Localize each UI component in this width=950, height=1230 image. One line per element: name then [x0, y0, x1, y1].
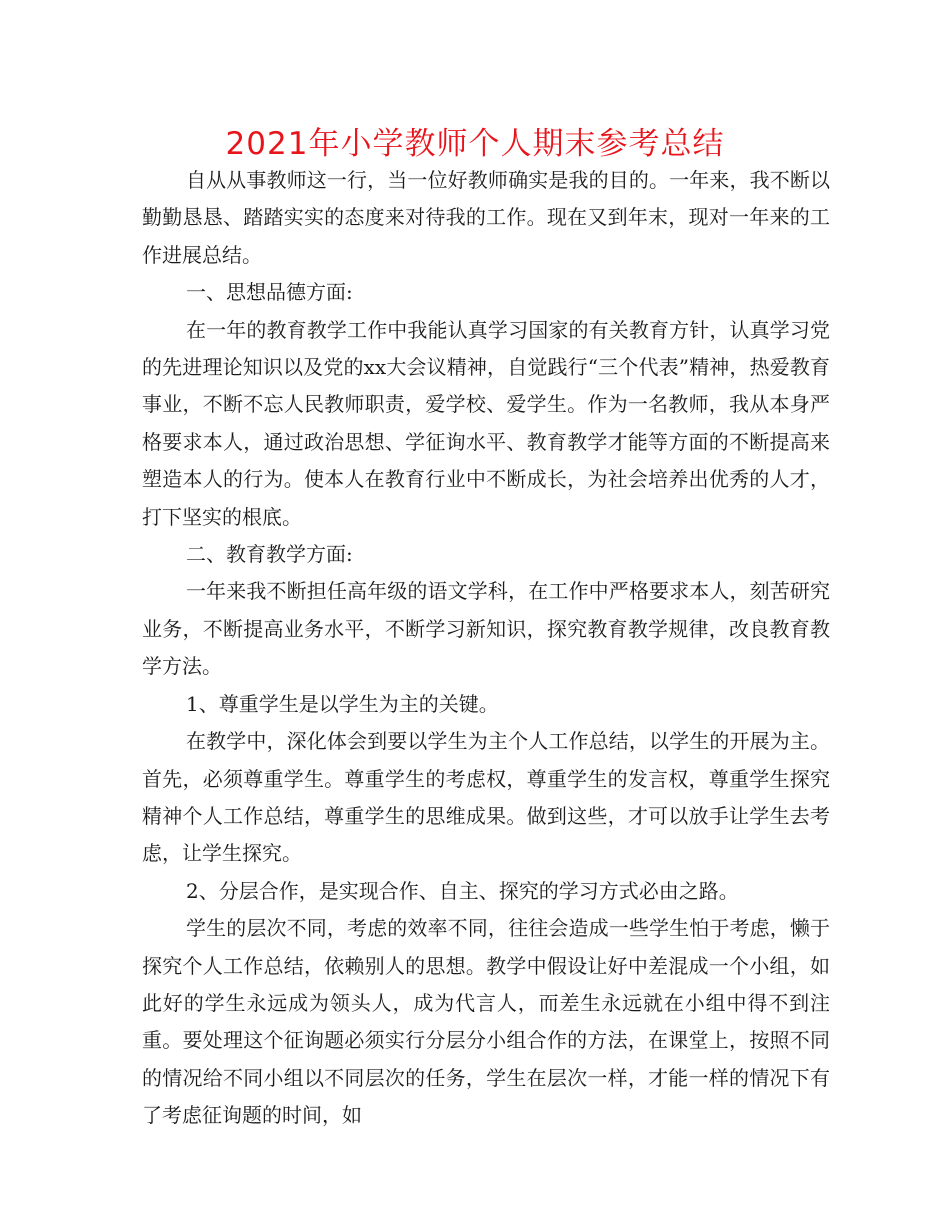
- document-title: 2021年小学教师个人期末参考总结: [225, 126, 725, 162]
- section-heading-ideology: 一、思想品德方面:: [186, 280, 353, 305]
- subheading-layered-cooperation: 2、分层合作，是实现合作、自主、探究的学习方式必由之路。: [186, 878, 739, 903]
- subheading-respect-students: 1、尊重学生是以学生为主的关键。: [186, 691, 499, 716]
- document-body: [142, 162, 830, 1135]
- section-heading-teaching: 二、教育教学方面:: [186, 542, 353, 567]
- paragraph-respect-students: 在教学中，深化体会到要以学生为主个人工作总结，以学生的开展为主。首先，必须尊重学生。尊重学生的考虑权，尊重学生的发言权，尊重学生探究精神个人工作总结，尊重学生的思维成果。做到这些，才可以放手让学生去考虑，让学生探究。: [142, 729, 830, 866]
- paragraph-teaching: 一年来我不断担任高年级的语文学科，在工作中严格要求本人，刻苦研究业务，不断提高业务水平，不断学习新知识，探究教育教学规律，改良教育教学方法。: [142, 579, 830, 679]
- paragraph-intro: 自从从事教师这一行，当一位好教师确实是我的目的。一年来，我不断以勤勤恳恳、踏踏实实的态度来对待我的工作。现在又到年末，现对一年来的工作进展总结。: [142, 168, 830, 267]
- paragraph-layered-cooperation: 学生的层次不同，考虑的效率不同，往往会造成一些学生怕于考虑，懒于探究个人工作总结，依赖别人的思想。教学中假设让好中差混成一个小组，如此好的学生永远成为领头人，成为代言人，而差生永远就在小组中得不到注重。要处理这个征询题必须实行分层分小组合作的方法，在课堂上，按照不同的情况给不同小组以不同层次的任务，学生在层次一样，才能一样的情况下有了考虑征询题的时间，如: [142, 916, 830, 1128]
- paragraph-ideology: 在一年的教育教学工作中我能认真学习国家的有关教育方针，认真学习党的先进理论知识以及党的xx大会议精神，自觉践行“三个代表”精神，热爱教育事业，不断不忘人民教师职责，爱学校、爱学生。作为一名教师，我从本身严格要求本人，通过政治思想、学征询水平、教育教学才能等方面的不断提高来塑造本人的行为。使本人在教育行业中不断成长，为社会培养出优秀的人才，打下坚实的根底。: [142, 317, 830, 529]
